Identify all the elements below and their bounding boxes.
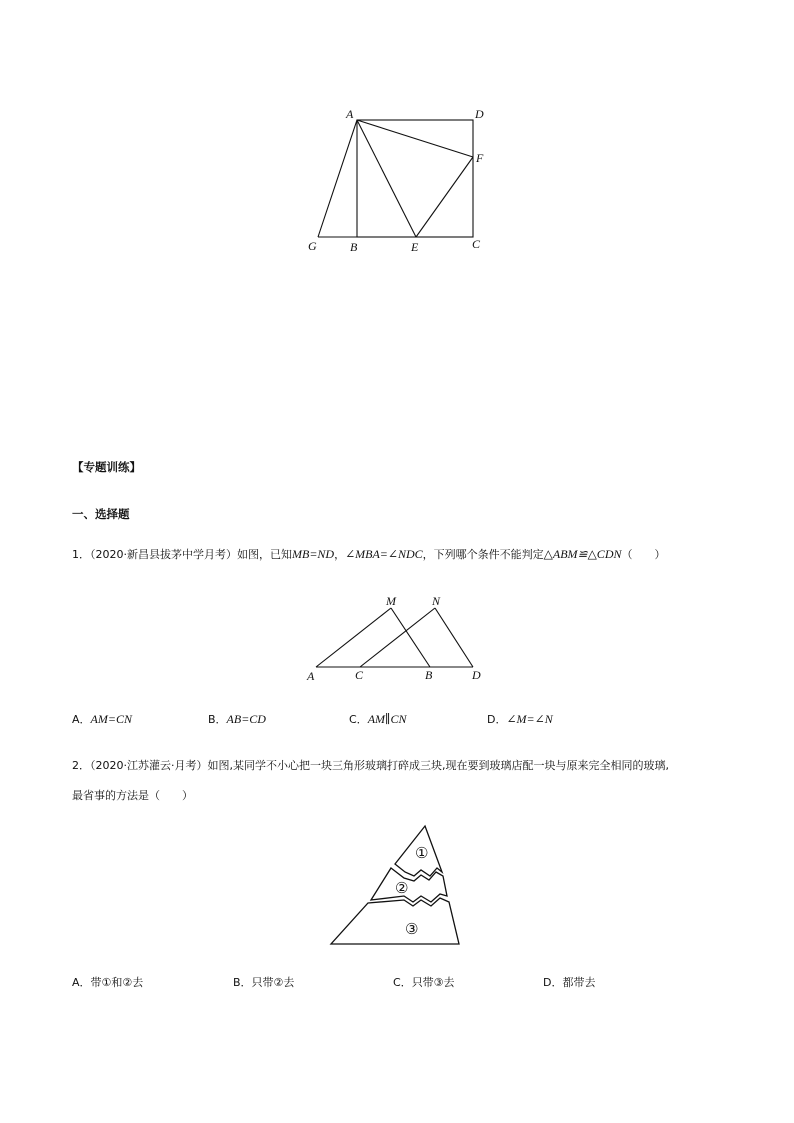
question-1-text	[72, 546, 665, 563]
q1-text-b: ，下列哪个条件不能判定	[422, 548, 544, 561]
segment-ae	[357, 120, 416, 237]
glass-piece-1-label: ①	[415, 844, 429, 862]
segment-ag	[318, 120, 357, 237]
q1-option-d-letter: D．	[487, 713, 507, 726]
q1-option-b-text: AB=CD	[226, 712, 266, 726]
q1-option-a[interactable]	[72, 711, 132, 727]
q1-option-a-text: AM=CN	[90, 712, 132, 726]
label-g: G	[308, 239, 317, 253]
q2-option-d-letter: D．	[543, 976, 563, 989]
q1-option-d[interactable]	[487, 711, 553, 727]
q1-cond2: ∠MBA=∠NDC	[345, 547, 423, 561]
q2-option-c-letter: C．	[393, 976, 412, 989]
label-a2: A	[307, 669, 315, 683]
glass-piece-3	[331, 898, 459, 944]
glass-piece-3-label: ③	[405, 920, 419, 938]
q1-text-a: 如图，已知	[237, 548, 292, 561]
q1-triangles: △ABM≌△CDN	[543, 547, 622, 561]
q2-line1: 如图,某同学不小心把一块三角形玻璃打碎成三块,现在要到玻璃店配一块与原来完全相同的玻璃,	[207, 759, 669, 772]
label-b2: B	[425, 668, 433, 682]
q1-source: （2020·新昌县拔茅中学月考）	[90, 548, 237, 561]
subsection-title: 一、选择题	[72, 507, 130, 521]
q1-cond1: MB=ND	[292, 547, 335, 561]
square-abcd	[357, 120, 473, 237]
q1-option-b[interactable]	[208, 711, 266, 727]
glass-piece-2-label: ②	[395, 879, 409, 897]
q1-option-c-letter: C．	[349, 713, 368, 726]
geometry-figure-square	[300, 100, 500, 260]
label-c: C	[472, 237, 481, 251]
q2-source: （2020·江苏灌云·月考）	[90, 759, 208, 772]
segment-nd	[435, 608, 473, 667]
q1-option-c-text: AM∥CN	[367, 712, 407, 726]
label-b: B	[350, 240, 358, 254]
q2-option-d-text: 都带去	[562, 976, 596, 989]
geometry-figure-triangles	[300, 590, 500, 685]
q2-option-c[interactable]	[393, 974, 455, 990]
label-a: A	[346, 107, 354, 121]
label-f: F	[476, 151, 484, 165]
q1-option-c[interactable]	[349, 711, 407, 727]
q2-option-c-text: 只带③去	[411, 976, 455, 989]
question-2-line2: 最省事的方法是（ ）	[72, 789, 193, 802]
q1-number: 1．	[72, 548, 90, 561]
q2-option-b-letter: B．	[233, 976, 252, 989]
label-n: N	[432, 594, 441, 608]
q1-paren: （ ）	[621, 548, 666, 561]
q2-option-a[interactable]	[72, 974, 143, 990]
q2-option-b[interactable]	[233, 974, 294, 990]
q2-option-a-text: 带①和②去	[90, 976, 144, 989]
broken-glass-figure	[325, 820, 470, 950]
label-d2: D	[472, 668, 481, 682]
q2-option-a-letter: A．	[72, 976, 91, 989]
q2-option-d[interactable]	[543, 974, 595, 990]
segment-am	[316, 608, 391, 667]
label-m: M	[386, 594, 396, 608]
label-d: D	[475, 107, 484, 121]
q1-option-d-text: ∠M=∠N	[506, 712, 553, 726]
q2-option-b-text: 只带②去	[251, 976, 295, 989]
q1-option-b-letter: B．	[208, 713, 227, 726]
label-c2: C	[355, 668, 364, 682]
question-2-line1	[72, 758, 669, 774]
section-title: 【专题训练】	[72, 460, 141, 474]
q2-number: 2．	[72, 759, 90, 772]
segment-af	[357, 120, 473, 157]
segment-ef	[416, 157, 473, 237]
q1-option-a-letter: A．	[72, 713, 91, 726]
label-e: E	[411, 240, 419, 254]
q1-sep: ，	[334, 548, 346, 561]
